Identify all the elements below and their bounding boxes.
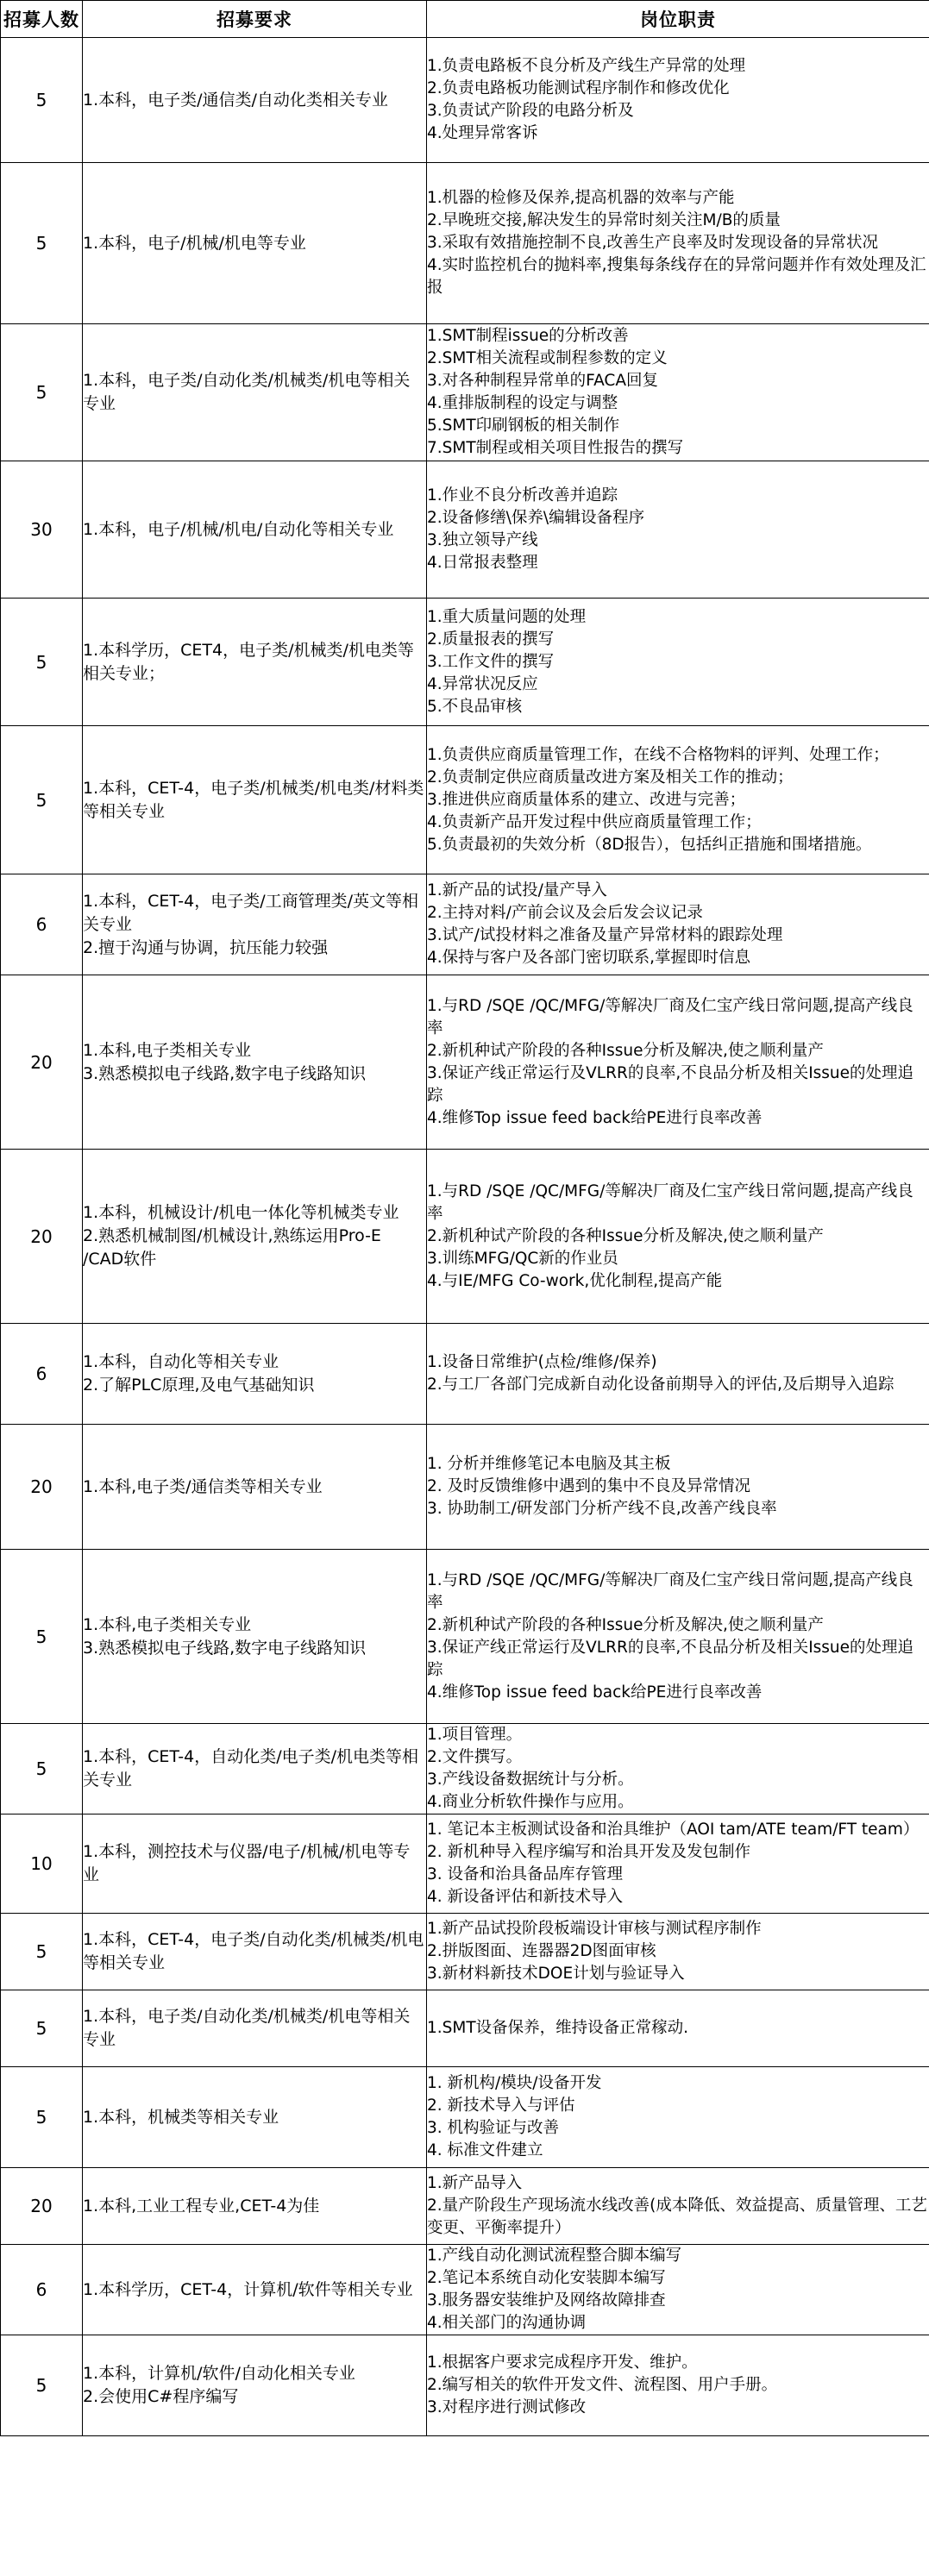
headcount-cell: 20 [1, 1150, 83, 1324]
duty-line: 1.新产品的试投/量产导入 [427, 881, 607, 899]
table-row [1, 2168, 929, 2245]
duty-line: 3.新材料新技术DOE计划与验证导入 [427, 1965, 685, 1983]
requirements-cell [83, 1814, 427, 1914]
duties-cell [427, 2335, 929, 2436]
duties-cell [427, 324, 929, 461]
duty-line: 2.与工厂各部门完成新自动化设备前期导入的评估,及后期导入追踪 [427, 1376, 894, 1394]
duty-line: 1. 笔记本主板测试设备和治具维护（AOI tam/ATE team/FT team） [427, 1821, 920, 1839]
requirement-line: 1.本科,电子类相关专业 [83, 1614, 252, 1634]
duty-line: 4.异常状况反应 [427, 674, 538, 693]
duties-cell [427, 726, 929, 874]
requirement-line: 1.本科，电子/机械/机电/自动化等相关专业 [83, 519, 394, 539]
duty-line: 2.负责电路板功能测试程序制作和修改优化 [427, 79, 730, 97]
headcount-cell: 6 [1, 2245, 83, 2335]
duty-line: 2.新机种试产阶段的各种Issue分析及解决,使之顺利量产 [427, 1226, 824, 1245]
requirements-cell [83, 2245, 427, 2335]
requirements-cell [83, 461, 427, 599]
table-row [1, 38, 929, 163]
requirements-cell [83, 1990, 427, 2067]
duty-line: 1.机器的检修及保养,提高机器的效率与产能 [427, 189, 735, 207]
table-row [1, 726, 929, 874]
requirements-cell [83, 1724, 427, 1814]
headcount-cell: 20 [1, 2168, 83, 2245]
requirement-line: 1.本科学历，CET4，电子类/机械类/机电类等相关专业； [83, 640, 414, 683]
requirement-line: 2.会使用C#程序编写 [83, 2387, 239, 2406]
duty-line: 2. 新机种导入程序编写和治具开发及发包制作 [427, 1843, 751, 1861]
headcount-cell: 5 [1, 1914, 83, 1990]
duty-line: 1.SMT制程issue的分析改善 [427, 327, 629, 345]
duty-line: 3.工作文件的撰写 [427, 652, 555, 671]
table-row [1, 1724, 929, 1814]
requirement-line: 1.本科，自动化等相关专业 [83, 1352, 279, 1371]
duty-line: 3.保证产线正常运行及VLRR的良率,不良品分析及相关Issue的处理追踪 [427, 1638, 914, 1679]
requirements-cell [83, 1914, 427, 1990]
duty-line: 1.根据客户要求完成程序开发、维护。 [427, 2353, 698, 2372]
table-row [1, 1914, 929, 1990]
requirement-line: 1.本科，CET-4，电子类/机械类/机电类/材料类等相关专业 [83, 778, 424, 821]
requirements-cell [83, 2335, 427, 2436]
requirements-cell [83, 163, 427, 324]
duty-line: 4. 标准文件建立 [427, 2141, 543, 2159]
requirement-line: 3.熟悉模拟电子线路,数字电子线路知识 [83, 1063, 367, 1083]
duty-line: 3.保证产线正常运行及VLRR的良率,不良品分析及相关Issue的处理追踪 [427, 1063, 914, 1105]
table-row [1, 324, 929, 461]
table-row [1, 2245, 929, 2335]
requirements-cell [83, 1324, 427, 1425]
requirement-line: 1.本科,电子类/通信类等相关专业 [83, 1476, 323, 1496]
requirement-line: 1.本科,电子类相关专业 [83, 1040, 252, 1060]
duty-line: 4.与IE/MFG Co-work,优化制程,提高产能 [427, 1271, 723, 1290]
duty-line: 2. 及时反馈维修中遇到的集中不良及异常情况 [427, 1477, 751, 1495]
requirements-cell [83, 599, 427, 726]
table-row [1, 874, 929, 975]
requirement-line: 1.本科，CET-4，自动化类/电子类/机电类等相关专业 [83, 1747, 419, 1789]
duty-line: 3.采取有效措施控制不良,改善生产良率及时发现设备的异常状况 [427, 234, 879, 252]
duties-cell [427, 874, 929, 975]
duty-line: 2.新机种试产阶段的各种Issue分析及解决,使之顺利量产 [427, 1041, 824, 1060]
requirement-line: 3.熟悉模拟电子线路,数字电子线路知识 [83, 1638, 367, 1658]
requirements-cell [83, 2168, 427, 2245]
headcount-cell: 20 [1, 975, 83, 1150]
duty-line: 1.负责供应商质量管理工作，在线不合格物料的评判、处理工作； [427, 745, 889, 764]
table-row [1, 1550, 929, 1724]
headcount-cell: 5 [1, 726, 83, 874]
requirement-line: 2.熟悉机械制图/机械设计,熟练运用Pro-E /CAD软件 [83, 1226, 381, 1269]
headcount-cell: 5 [1, 1724, 83, 1814]
headcount-cell: 5 [1, 38, 83, 163]
requirement-line: 1.本科，CET-4，电子类/自动化类/机械类/机电等相关专业 [83, 1930, 424, 1972]
duty-line: 1.重大质量问题的处理 [427, 607, 587, 626]
duty-line: 4.处理异常客诉 [427, 124, 538, 142]
requirement-line: 1.本科，计算机/软件/自动化相关专业 [83, 2364, 355, 2383]
header-requirements: 招募要求 [83, 1, 427, 38]
duty-line: 3.试产/试投材料之准备及量产异常材料的跟踪处理 [427, 926, 783, 944]
duty-line: 1.SMT设备保养，维持设备正常稼动. [427, 2019, 689, 2037]
duty-line: 3.独立领导产线 [427, 531, 538, 549]
duties-cell [427, 1150, 929, 1324]
duty-line: 4.日常报表整理 [427, 554, 538, 572]
duties-cell [427, 1814, 929, 1914]
duty-line: 2.编写相关的软件开发文件、流程图、用户手册。 [427, 2376, 778, 2394]
duties-cell [427, 599, 929, 726]
duty-line: 3.对各种制程异常单的FACA回复 [427, 372, 658, 390]
duty-line: 2.主持对料/产前会议及会后发会议记录 [427, 904, 703, 922]
requirements-cell [83, 1425, 427, 1550]
requirements-cell [83, 975, 427, 1150]
table-row [1, 2335, 929, 2436]
duties-cell [427, 1914, 929, 1990]
table-row [1, 1150, 929, 1324]
duties-cell [427, 1550, 929, 1724]
requirements-cell [83, 2067, 427, 2168]
table-header-row [1, 1, 929, 38]
duty-line: 3.产线设备数据统计与分析。 [427, 1771, 634, 1789]
duty-line: 2.负责制定供应商质量改进方案及相关工作的推动； [427, 768, 794, 787]
duty-line: 4.保持与客户及各部门密切联系,掌握即时信息 [427, 949, 751, 967]
duty-line: 5.不良品审核 [427, 697, 523, 716]
duty-line: 4.实时监控机台的抛料率,搜集每条线存在的异常问题并作有效处理及汇报 [427, 256, 926, 297]
requirements-cell [83, 1150, 427, 1324]
duties-cell [427, 461, 929, 599]
headcount-cell: 5 [1, 1990, 83, 2067]
headcount-cell: 5 [1, 324, 83, 461]
requirement-line: 1.本科，电子类/自动化类/机械类/机电等相关专业 [83, 371, 411, 413]
header-duties: 岗位职责 [427, 1, 929, 38]
duty-line: 4.负责新产品开发过程中供应商质量管理工作； [427, 812, 762, 831]
headcount-cell: 5 [1, 2335, 83, 2436]
duty-line: 1.设备日常维护(点检/维修/保养) [427, 1353, 657, 1371]
duty-line: 4.重排版制程的设定与调整 [427, 394, 618, 412]
table-row [1, 1324, 929, 1425]
headcount-cell: 5 [1, 163, 83, 324]
duty-line: 2.早晚班交接,解决发生的异常时刻关注M/B的质量 [427, 211, 781, 229]
requirements-cell [83, 38, 427, 163]
table-row [1, 1814, 929, 1914]
header-count: 招募人数 [1, 1, 83, 38]
requirement-line: 1.本科，电子类/通信类/自动化类相关专业 [83, 90, 388, 110]
duty-line: 4.商业分析软件操作与应用。 [427, 1793, 634, 1811]
table-row [1, 461, 929, 599]
requirement-line: 1.本科，机械类等相关专业 [83, 2107, 279, 2127]
duty-line: 4.维修Top issue feed back给PE进行良率改善 [427, 1683, 763, 1702]
table-row [1, 1425, 929, 1550]
duty-line: 2.量产阶段生产现场流水线改善(成本降低、效益提高、质量管理、工艺变更、平衡率提升） [427, 2197, 927, 2237]
duties-cell [427, 2245, 929, 2335]
duty-line: 1.项目管理。 [427, 1726, 523, 1744]
duty-line: 2. 新技术导入与评估 [427, 2097, 575, 2115]
duty-line: 3.负责试产阶段的电路分析及 [427, 102, 634, 120]
headcount-cell: 5 [1, 1550, 83, 1724]
headcount-cell: 30 [1, 461, 83, 599]
duty-line: 3. 机构验证与改善 [427, 2119, 560, 2137]
requirement-line: 2.了解PLC原理,及电气基础知识 [83, 1376, 315, 1395]
duties-cell [427, 2168, 929, 2245]
requirement-line: 1.本科，电子/机械/机电等专业 [83, 233, 306, 253]
duty-line: 4.维修Top issue feed back给PE进行良率改善 [427, 1108, 763, 1127]
requirement-line: 1.本科，测控技术与仪器/电子/机械/机电等专业 [83, 1842, 411, 1884]
duties-cell [427, 1324, 929, 1425]
duty-line: 1. 分析并维修笔记本电脑及其主板 [427, 1455, 671, 1473]
requirement-line: 1.本科学历，CET-4，计算机/软件等相关专业 [83, 2279, 413, 2299]
table-row [1, 163, 929, 324]
duty-line: 5.负责最初的失效分析（8D报告），包括纠正措施和围堵措施。 [427, 835, 872, 854]
duty-line: 1.与RD /SQE /QC/MFG/等解决厂商及仁宝产线日常问题,提高产线良率 [427, 1181, 913, 1223]
duty-line: 1.新产品导入 [427, 2174, 523, 2192]
table-row [1, 2067, 929, 2168]
headcount-cell: 5 [1, 2067, 83, 2168]
requirement-line: 1.本科,工业工程专业,CET-4为佳 [83, 2196, 320, 2216]
duty-line: 1. 新机构/模块/设备开发 [427, 2074, 602, 2092]
requirements-cell [83, 726, 427, 874]
duties-cell [427, 1990, 929, 2067]
duty-line: 3. 协助制工/研发部门分析产线不良,改善产线良率 [427, 1500, 777, 1518]
duty-line: 1.新产品试投阶段板端设计审核与测试程序制作 [427, 1920, 762, 1938]
duty-line: 3.训练MFG/QC新的作业员 [427, 1249, 618, 1268]
duty-line: 3. 设备和治具备品库存管理 [427, 1865, 624, 1883]
duty-line: 2.新机种试产阶段的各种Issue分析及解决,使之顺利量产 [427, 1615, 824, 1634]
duties-cell [427, 2067, 929, 2168]
duty-line: 1.与RD /SQE /QC/MFG/等解决厂商及仁宝产线日常问题,提高产线良率 [427, 996, 913, 1037]
headcount-cell: 20 [1, 1425, 83, 1550]
duty-line: 3.对程序进行测试修改 [427, 2398, 587, 2416]
requirements-cell [83, 324, 427, 461]
headcount-cell: 6 [1, 874, 83, 975]
duty-line: 3.服务器安装维护及网络故障排查 [427, 2291, 666, 2310]
requirement-line: 1.本科，CET-4，电子类/工商管理类/英文等相关专业 [83, 891, 419, 934]
requirement-line: 1.本科，电子类/自动化类/机械类/机电等相关专业 [83, 2007, 411, 2049]
duties-cell [427, 1724, 929, 1814]
duty-line: 2.设备修缮\保养\编辑设备程序 [427, 509, 645, 527]
requirement-line: 2.擅于沟通与协调，抗压能力较强 [83, 937, 329, 957]
table-row [1, 599, 929, 726]
duty-line: 1.负责电路板不良分析及产线生产异常的处理 [427, 57, 746, 75]
duty-line: 2.SMT相关流程或制程参数的定义 [427, 349, 668, 367]
duty-line: 4. 新设备评估和新技术导入 [427, 1888, 624, 1906]
duties-cell [427, 975, 929, 1150]
headcount-cell: 10 [1, 1814, 83, 1914]
headcount-cell: 6 [1, 1324, 83, 1425]
table-body [1, 38, 929, 2436]
table-row [1, 975, 929, 1150]
duty-line: 1.与RD /SQE /QC/MFG/等解决厂商及仁宝产线日常问题,提高产线良率 [427, 1570, 913, 1612]
requirements-cell [83, 1550, 427, 1724]
duties-cell [427, 163, 929, 324]
duty-line: 7.SMT制程或相关项目性报告的撰写 [427, 439, 684, 457]
duty-line: 2.质量报表的撰写 [427, 630, 555, 649]
duty-line: 2.拼版图面、连器器2D图面审核 [427, 1942, 656, 1960]
requirement-line: 1.本科，机械设计/机电一体化等机械类专业 [83, 1203, 399, 1222]
table-row [1, 1990, 929, 2067]
duty-line: 2.文件撰写。 [427, 1748, 523, 1766]
duty-line: 1.作业不良分析改善并追踪 [427, 486, 618, 505]
duty-line: 4.相关部门的沟通协调 [427, 2314, 587, 2332]
duty-line: 5.SMT印刷钢板的相关制作 [427, 417, 620, 435]
duty-line: 2.笔记本系统自动化安装脚本编写 [427, 2269, 666, 2287]
duties-cell [427, 1425, 929, 1550]
headcount-cell: 5 [1, 599, 83, 726]
requirements-cell [83, 874, 427, 975]
duty-line: 3.推进供应商质量体系的建立、改进与完善； [427, 790, 746, 809]
duty-line: 1.产线自动化测试流程整合脚本编写 [427, 2247, 682, 2265]
duties-cell [427, 38, 929, 163]
